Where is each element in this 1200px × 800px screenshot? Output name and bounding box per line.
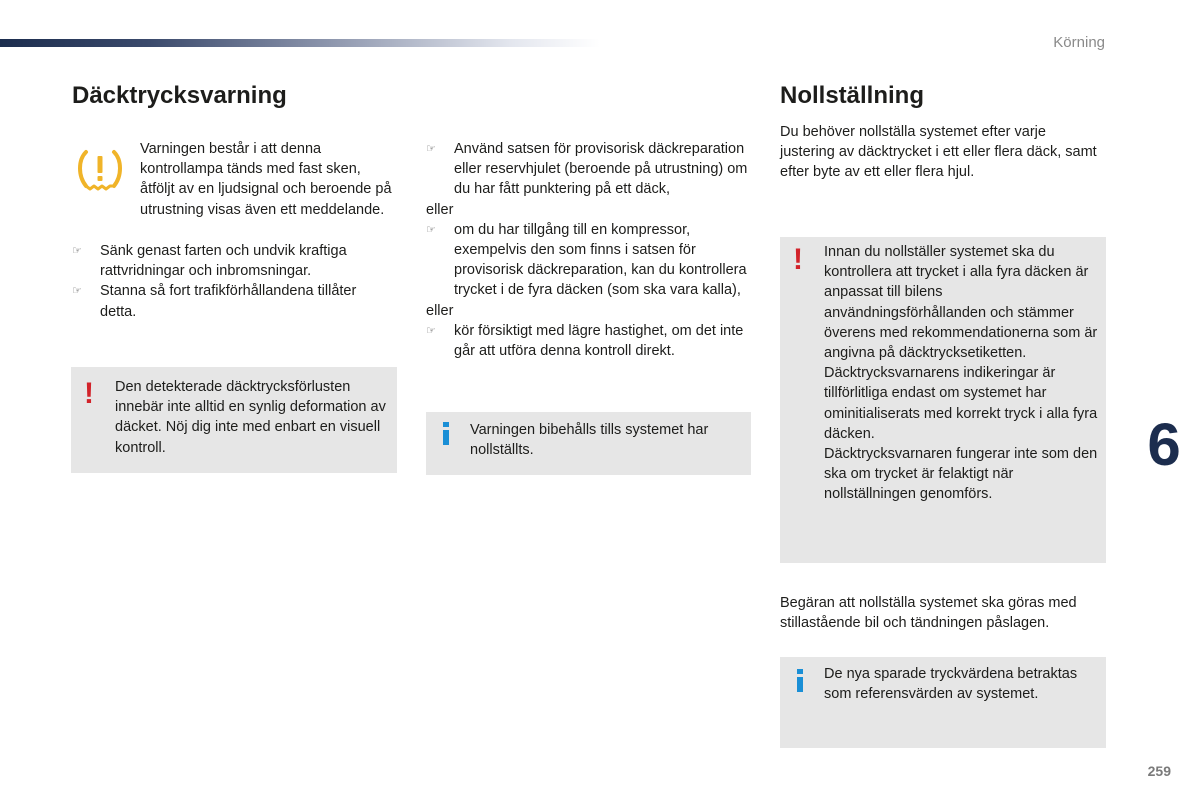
or-separator: eller (426, 201, 454, 218)
chapter-number: 6 (1147, 411, 1181, 478)
list-item-text: Sänk genast farten och undvik kraftiga rattvridningar och inbromsningar. (100, 243, 347, 280)
list-item-text: om du har tillgång till en kompressor, exempelvis den som finns i satsen för provisorisk däckreparation, kan du kontrollera trycket i de fyra däcken (som ska vara kalla), (454, 221, 747, 299)
left-title: Däcktrycksvarning (72, 82, 287, 109)
middle-info-text: Varningen bibehålls tills systemet har nollställts. (470, 422, 709, 459)
warning-exclamation-icon: ! (84, 377, 94, 410)
warning-exclamation-icon: ! (793, 243, 803, 276)
warning-paragraph: Innan du nollställer systemet ska du kontrollera att trycket i alla fyra däcken är anpassat till bilens användningsförhållanden och stämmer överens med rekommendationerna som är angivna på däcktrycksetiketten. (824, 244, 1098, 362)
header-gradient-bar (0, 39, 600, 47)
warning-paragraph: Däcktrycksvarnaren fungerar inte som den ska om trycket är felaktigt när nollställningen genomförs. (824, 446, 1098, 503)
reset-intro: Du behöver nollställa systemet efter varje justering av däcktrycket i ett eller flera däck, samt efter byte av ett eller flera hjul. (780, 124, 1097, 181)
list-item (426, 220, 752, 301)
list-item (72, 281, 392, 321)
list-item (426, 321, 752, 361)
tire-pressure-warning-lamp-icon (76, 148, 124, 192)
pointing-hand-icon: ☞ (426, 324, 436, 337)
or-separator: eller (426, 302, 454, 319)
list-item (72, 241, 392, 281)
pointing-hand-icon: ☞ (72, 285, 82, 298)
left-bullet-list (72, 241, 392, 322)
right-warning-text (824, 242, 1100, 505)
right-warning-box (780, 237, 1106, 563)
middle-list (426, 139, 752, 361)
left-warning-box (71, 367, 397, 473)
right-info-text: De nya sparade tryckvärdena betraktas som referensvärden av systemet. (824, 666, 1078, 703)
warning-lamp-text: Varningen består i att denna kontrollampa tänds med fast sken, åtföljt av en ljudsignal och beroende på utrustning visas även ett meddelande. (140, 141, 392, 218)
pointing-hand-icon: ☞ (426, 143, 436, 155)
section-label: Körning (1053, 34, 1105, 51)
middle-info-box (426, 412, 751, 475)
page-number: 259 (1147, 763, 1171, 779)
list-item-text: Stanna så fort trafikförhållandena tillåter detta. (100, 283, 357, 320)
right-title: Nollställning (780, 82, 924, 109)
pointing-hand-icon: ☞ (72, 245, 82, 257)
list-item-text: kör försiktigt med lägre hastighet, om det inte går att utföra denna kontroll direkt. (454, 322, 744, 360)
list-item-text: Använd satsen för provisorisk däckreparation eller reservhjulet (beroende på utrustning) om du har fått punktering på ett däck, (454, 141, 748, 198)
warning-paragraph: Däcktrycksvarnarens indikeringar är tillförlitliga endast om systemet har ominitialiserats med korrekt tryck i alla fyra däcken. (824, 365, 1098, 442)
reset-request-text: Begäran att nollställa systemet ska göras med stillastående bil och tändningen påslagen. (780, 595, 1077, 632)
right-info-box (780, 657, 1106, 748)
warning-lamp-description (140, 139, 395, 220)
left-warning-text: Den detekterade däcktrycksförlusten innebär inte alltid en synlig deformation av däcket. Nöj dig inte med enbart en visuell kontroll. (115, 379, 386, 456)
list-item (426, 139, 752, 200)
pointing-hand-icon: ☞ (426, 223, 436, 236)
